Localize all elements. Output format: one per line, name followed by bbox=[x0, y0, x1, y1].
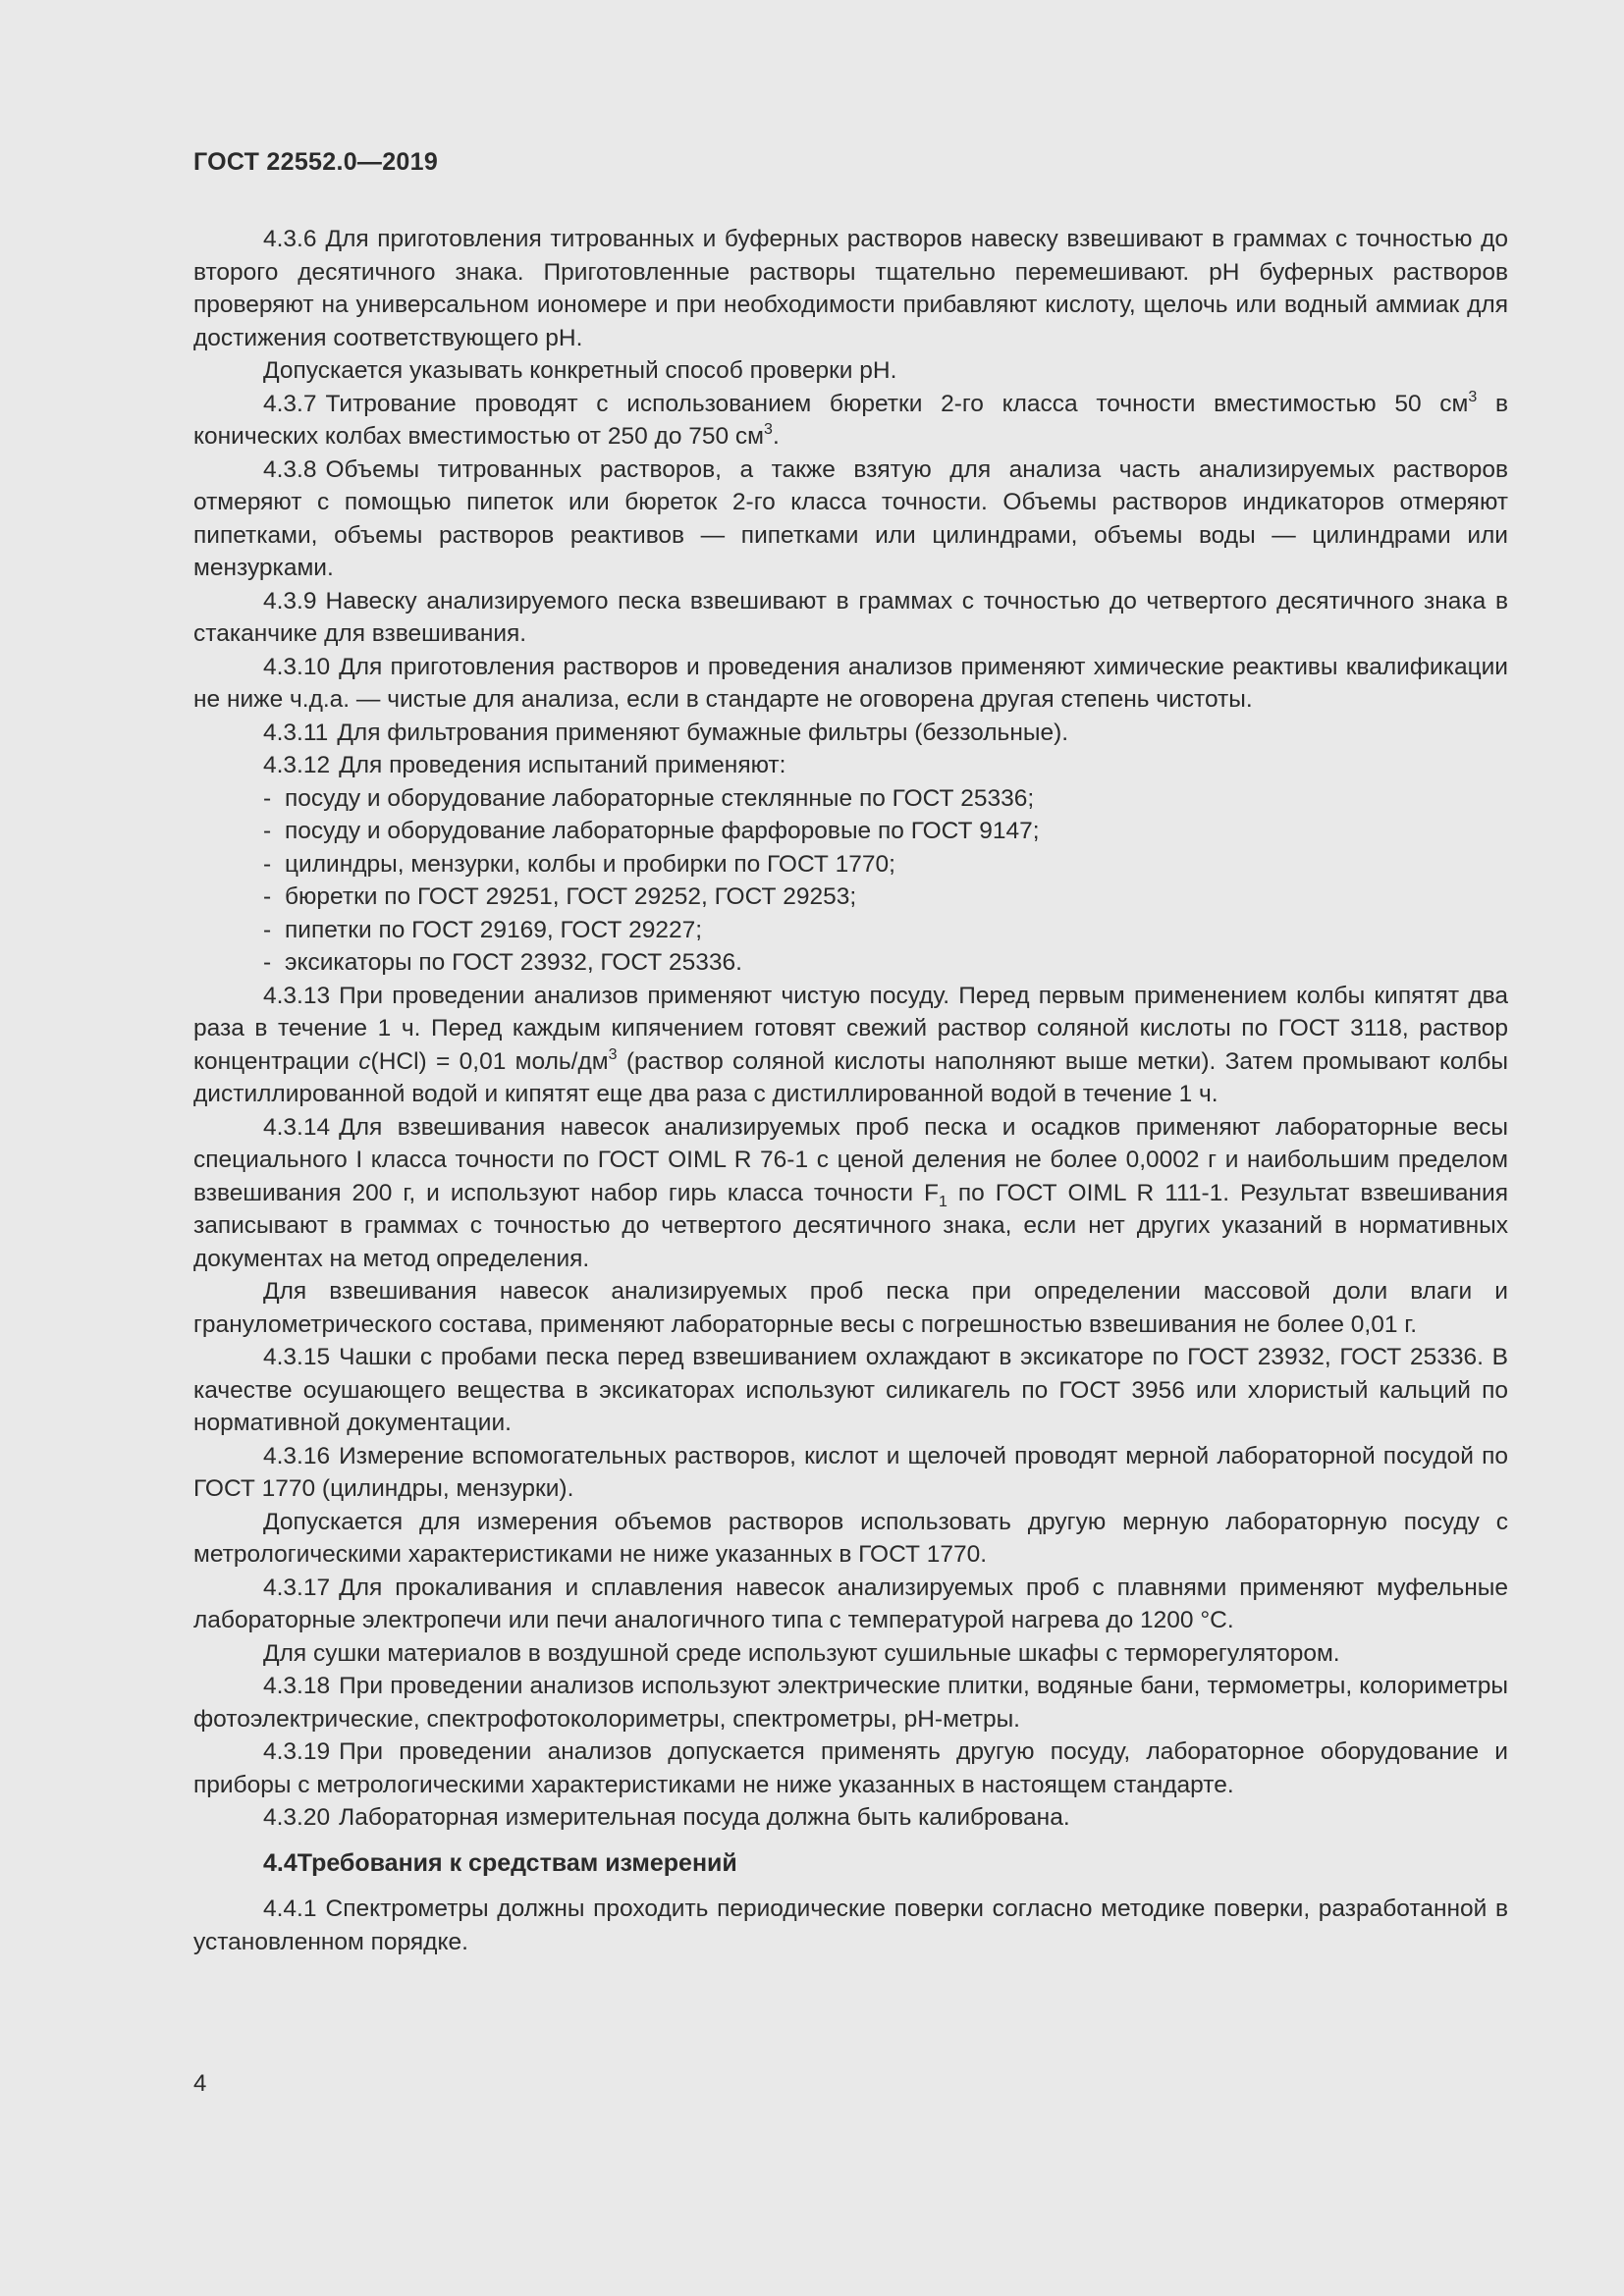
list-item-text: бюретки по ГОСТ 29251, ГОСТ 29252, ГОСТ 29253; bbox=[285, 883, 857, 910]
paragraph-text: Для сушки материалов в воздушной среде используют сушильные шкафы с терморегулятором. bbox=[263, 1639, 1340, 1667]
clause-number: 4.3.15 bbox=[263, 1344, 331, 1370]
section-heading bbox=[193, 1847, 1508, 1881]
clause-number: 4.3.6 bbox=[263, 226, 317, 252]
paragraph bbox=[193, 454, 1508, 585]
paragraph bbox=[193, 1341, 1508, 1440]
list-bullet: - bbox=[263, 949, 272, 976]
clause-number: 4.3.9 bbox=[263, 587, 317, 614]
paragraph-text: При проведении анализов применяют чистую посуду. Перед первым применением колбы кипятят два раза в течение 1 ч. Перед каждым кипячением готовят свежий раствор соляной кислоты по ГОСТ 3118, раствор концентрации c(HCl) = 0,01 моль/$дм^3$ (раствор соляной кислоты наполняют выше метки). Затем промывают колбы дистиллированной водой и кипятят еще два раза с дистиллированной водой в течение 1 ч. bbox=[193, 982, 1509, 1107]
paragraph bbox=[193, 1275, 1508, 1341]
paragraph-text: Для взвешивания навесок анализируемых проб песка при определении массовой доли влаги и гранулометрического состава, применяют лабораторные весы с погрешностью взвешивания не более 0,01 г. bbox=[193, 1278, 1508, 1338]
paragraph-text: Навеску анализируемого песка взвешивают в граммах с точностью до четвертого десятичного знака в стаканчике для взвешивания. bbox=[193, 587, 1508, 647]
clause-number: 4.3.16 bbox=[263, 1442, 331, 1469]
paragraph bbox=[193, 717, 1508, 750]
paragraph-text: Допускается указывать конкретный способ проверки pH. bbox=[263, 357, 897, 384]
paragraph-text: При проведении анализов используют электрические плитки, водяные бани, термометры, колориметры фотоэлектрические, спектрофотоколориметры, спектрометры, pH-метры. bbox=[193, 1673, 1508, 1733]
clause-number: 4.3.8 bbox=[263, 455, 317, 483]
paragraph-text: Чашки с пробами песка перед взвешиванием охлаждают в эксикаторе по ГОСТ 23932, ГОСТ 25336. В качестве осушающего вещества в эксикаторах используют силикагель по ГОСТ 3956 или хлористый кальций по нормативной документации. bbox=[193, 1344, 1508, 1436]
paragraph-text: При проведении анализов допускается применять другую посуду, лабораторное оборудование и приборы с метрологическими характеристиками не ниже указанных в настоящем стандарте. bbox=[193, 1738, 1508, 1798]
paragraph-text: Измерение вспомогательных растворов, кислот и щелочей проводят мерной лабораторной посудой по ГОСТ 1770 (цилиндры, мензурки). bbox=[193, 1442, 1508, 1502]
clause-number: 4.4.1 bbox=[263, 1896, 317, 1922]
paragraph bbox=[193, 1735, 1508, 1801]
paragraph bbox=[193, 1440, 1508, 1506]
paragraph bbox=[193, 354, 1508, 388]
clause-number: 4.4 bbox=[263, 1848, 298, 1877]
clause-number: 4.3.14 bbox=[263, 1113, 331, 1141]
paragraph-text: Спектрометры должны проходить периодические поверки согласно методике поверки, разработанной в установленном порядке. bbox=[193, 1896, 1508, 1955]
list-item-text: эксикаторы по ГОСТ 23932, ГОСТ 25336. bbox=[285, 949, 742, 976]
paragraph bbox=[193, 1893, 1508, 1958]
clause-number: 4.3.7 bbox=[263, 390, 317, 417]
paragraph-text: Для взвешивания навесок анализируемых проб песка и осадков применяют лабораторные весы специального I класса точности по ГОСТ OIML R 76-1 с ценой деления не более 0,0002 г и наибольшим пределом взвешивания 200 г, и используют набор гирь класса точности $F_1$ по ГОСТ OIML R 111-1. Результат взвешивания записывают в граммах с точностью до четвертого десятичного знака, если нет других указаний в нормативных документах на метод определения. bbox=[193, 1113, 1508, 1272]
list-bullet: - bbox=[263, 818, 272, 844]
list-bullet: - bbox=[263, 784, 272, 812]
list-item bbox=[193, 782, 1508, 816]
paragraph-text: Для приготовления растворов и проведения анализов применяют химические реактивы квалификации не ниже ч.д.а. — чистые для анализа, если в стандарте не оговорена другая степень чистоты. bbox=[193, 653, 1508, 713]
paragraph-text: Для прокаливания и сплавления навесок анализируемых проб с плавнями применяют муфельные лабораторные электропечи или печи аналогичного типа с температурой нагрева до 1200 °С. bbox=[193, 1574, 1508, 1633]
paragraph-text: Лабораторная измерительная посуда должна быть калибрована. bbox=[339, 1804, 1070, 1831]
paragraph-text: Для приготовления титрованных и буферных растворов навеску взвешивают в граммах с точностью до второго десятичного знака. Приготовленные растворы тщательно перемешивают. pH буферных растворов проверяют на универсальном иономере и при необходимости прибавляют кислоту, щелочь или водный аммиак для достижения соответствующего pH. bbox=[193, 226, 1508, 351]
paragraph bbox=[193, 1111, 1508, 1276]
paragraph bbox=[193, 1670, 1508, 1735]
clause-number: 4.3.19 bbox=[263, 1738, 331, 1765]
list-item-text: посуду и оборудование лабораторные стеклянные по ГОСТ 25336; bbox=[285, 784, 1035, 812]
paragraph bbox=[193, 1506, 1508, 1572]
list-bullet: - bbox=[263, 916, 272, 943]
clause-number: 4.3.18 bbox=[263, 1673, 331, 1699]
document-body bbox=[193, 223, 1508, 1958]
paragraph bbox=[193, 223, 1508, 354]
clause-number: 4.3.10 bbox=[263, 653, 331, 680]
paragraph bbox=[193, 651, 1508, 717]
paragraph-text: Объемы титрованных растворов, а также взятую для анализа часть анализируемых растворов отмеряют с помощью пипеток или бюреток 2-го класса точности. Объемы растворов индикаторов отмеряют пипетками, объемы растворов реактивов — пипетками или цилиндрами, объемы воды — цилиндрами или мензурками. bbox=[193, 455, 1508, 581]
list-item-text: пипетки по ГОСТ 29169, ГОСТ 29227; bbox=[285, 916, 703, 943]
paragraph-text: Титрование проводят с использованием бюретки 2-го класса точности вместимостью 50 $см^3$ в конических колбах вместимостью от 250 до 750 $см^3$. bbox=[193, 388, 1508, 450]
list-item bbox=[193, 815, 1508, 848]
page-number: 4 bbox=[193, 2070, 207, 2097]
paragraph bbox=[193, 388, 1508, 454]
list-item bbox=[193, 914, 1508, 947]
paragraph-text: Для фильтрования применяют бумажные фильтры (беззольные). bbox=[337, 719, 1069, 746]
document-code-header: ГОСТ 22552.0—2019 bbox=[193, 148, 439, 176]
list-bullet: - bbox=[263, 850, 272, 878]
paragraph bbox=[193, 1801, 1508, 1835]
section-heading-text: Требования к средствам измерений bbox=[297, 1848, 737, 1877]
list-item-text: посуду и оборудование лабораторные фарфоровые по ГОСТ 9147; bbox=[285, 818, 1040, 844]
paragraph bbox=[193, 1637, 1508, 1671]
clause-number: 4.3.11 bbox=[263, 719, 329, 746]
clause-number: 4.3.13 bbox=[263, 982, 331, 1009]
paragraph-text: Допускается для измерения объемов растворов использовать другую мерную лабораторную посуду с метрологическими характеристиками не ниже указанных в ГОСТ 1770. bbox=[193, 1508, 1508, 1568]
list-item bbox=[193, 848, 1508, 881]
list-item-text: цилиндры, мензурки, колбы и пробирки по ГОСТ 1770; bbox=[285, 850, 895, 878]
paragraph-text: Для проведения испытаний применяют: bbox=[339, 752, 786, 778]
paragraph bbox=[193, 1572, 1508, 1637]
paragraph bbox=[193, 749, 1508, 782]
clause-number: 4.3.20 bbox=[263, 1804, 331, 1831]
list-bullet: - bbox=[263, 883, 272, 910]
paragraph bbox=[193, 980, 1508, 1111]
clause-number: 4.3.12 bbox=[263, 752, 331, 778]
paragraph bbox=[193, 585, 1508, 651]
list-item bbox=[193, 946, 1508, 980]
clause-number: 4.3.17 bbox=[263, 1574, 331, 1601]
list-item bbox=[193, 881, 1508, 914]
